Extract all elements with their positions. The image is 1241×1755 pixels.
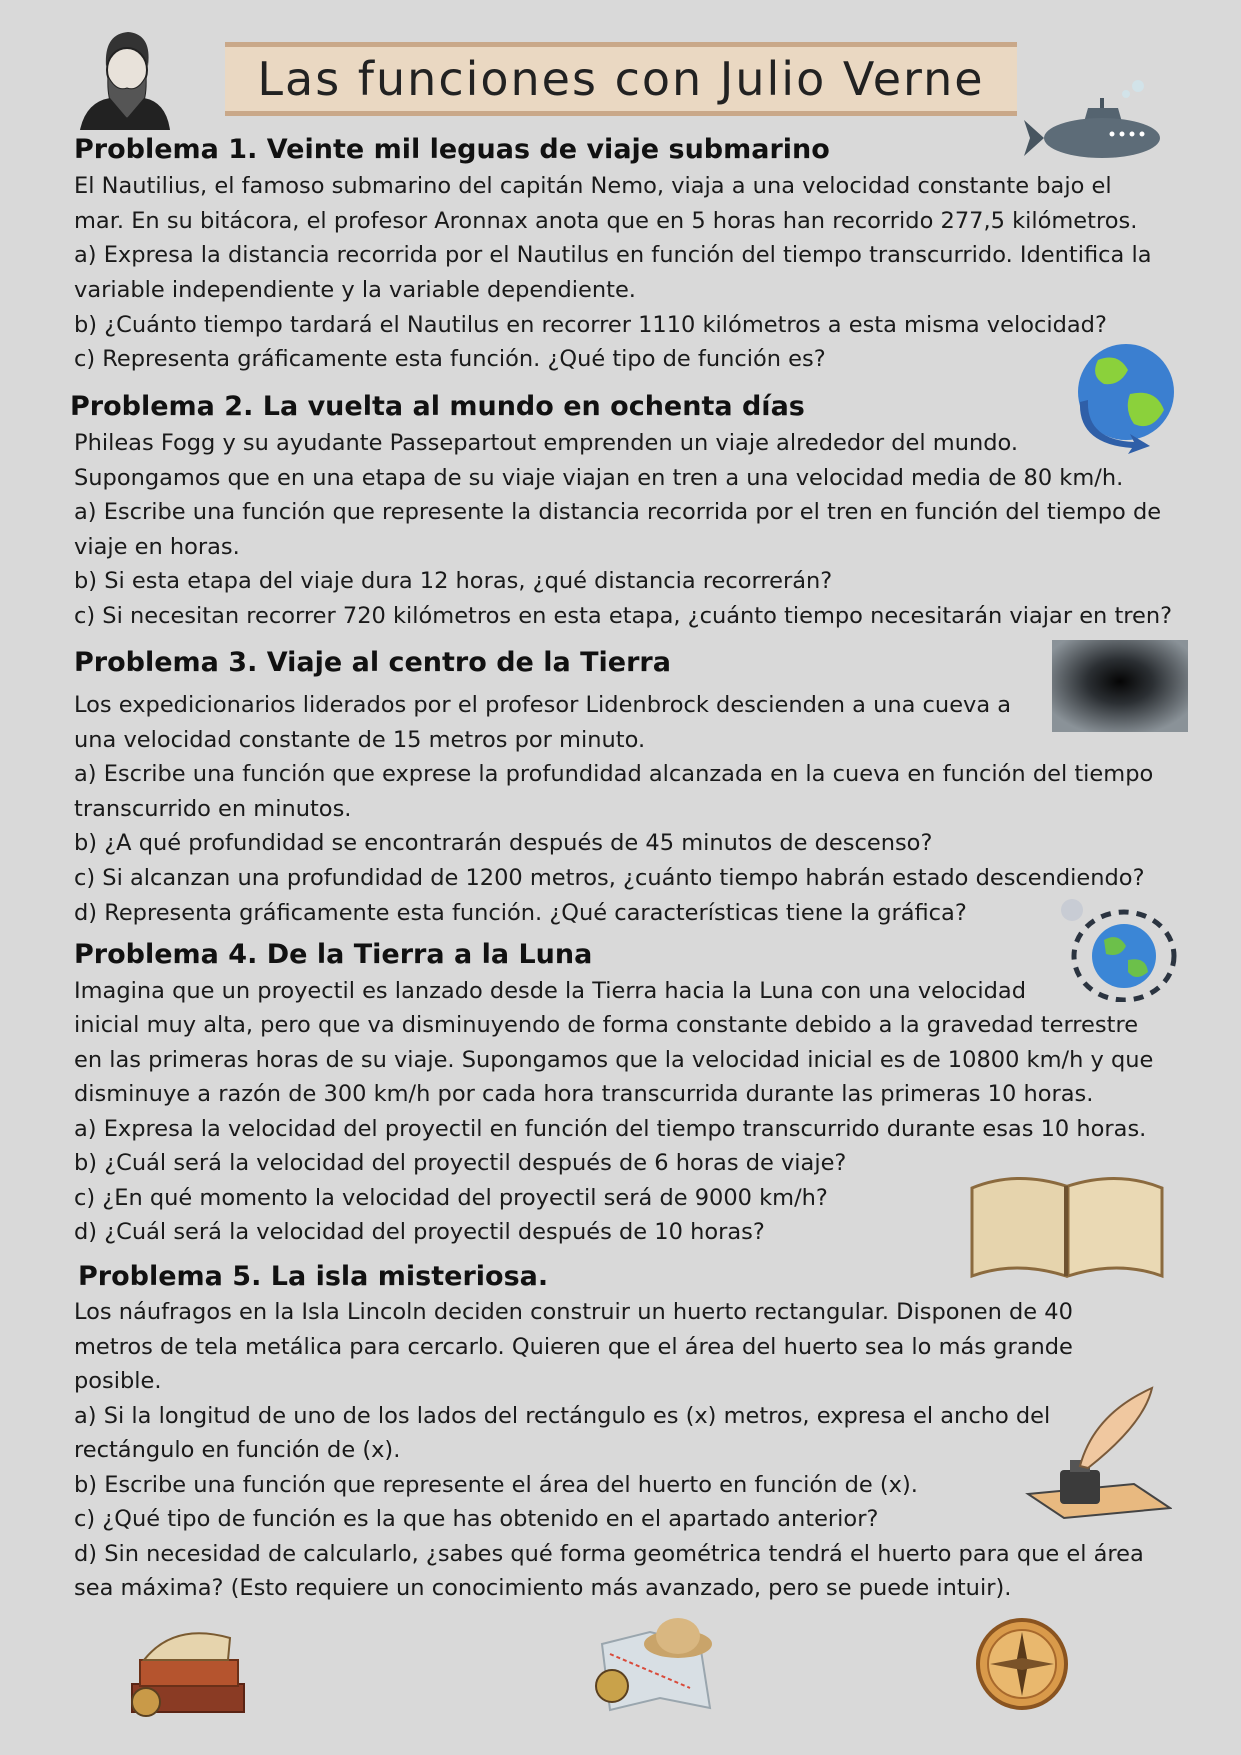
- globe-arrow-icon: [1068, 340, 1180, 456]
- problem-4-line: d) ¿Cuál será la velocidad del proyectil después de 10 horas?: [74, 1219, 765, 1245]
- page-title: Las funciones con Julio Verne: [257, 52, 985, 106]
- problem-3-line: transcurrido en minutos.: [74, 796, 352, 822]
- earth-orbit-icon: [1058, 896, 1180, 1002]
- problem-5-line: sea máxima? (Esto requiere un conocimiento más avanzado, pero se puede intuir).: [74, 1575, 1012, 1601]
- problem-5-line: a) Si la longitud de uno de los lados del rectángulo es (x) metros, expresa el ancho del: [74, 1403, 1051, 1429]
- problem-1-line: mar. En su bitácora, el profesor Aronnax anota que en 5 horas han recorrido 277,5 kilómetros.: [74, 208, 1138, 234]
- problem-5-line: rectángulo en función de (x).: [74, 1437, 401, 1463]
- problem-1-line: El Nautilius, el famoso submarino del capitán Nemo, viaja a una velocidad constante bajo el: [74, 173, 1112, 199]
- stacked-books-icon: [124, 1608, 254, 1718]
- problem-3-line: Los expedicionarios liderados por el profesor Lidenbrock descienden a una cueva a: [74, 692, 1012, 718]
- problem-2-line: a) Escribe una función que represente la distancia recorrida por el tren en función del tiempo de: [74, 499, 1162, 525]
- problem-1-line: b) ¿Cuánto tiempo tardará el Nautilus en recorrer 1110 kilómetros a esta misma velocidad?: [74, 312, 1107, 338]
- open-book-image: [966, 1160, 1168, 1280]
- compass-icon: [974, 1616, 1070, 1712]
- problem-5-line: Los náufragos en la Isla Lincoln deciden construir un huerto rectangular. Disponen de 40: [74, 1299, 1073, 1325]
- problem-5-line: metros de tela metálica para cercarlo. Quieren que el área del huerto sea lo más grande: [74, 1334, 1073, 1360]
- map-hat-compass-icon: [590, 1614, 720, 1714]
- problem-3-line: a) Escribe una función que exprese la profundidad alcanzada en la cueva en función del tiempo: [74, 761, 1154, 787]
- cave-image: [1052, 640, 1188, 732]
- problem-4-line: inicial muy alta, pero que va disminuyendo de forma constante debido a la gravedad terrestre: [74, 1012, 1139, 1038]
- problem-2-line: c) Si necesitan recorrer 720 kilómetros en esta etapa, ¿cuánto tiempo necesitarán viajar en tren?: [74, 603, 1173, 629]
- problem-5-title: Problema 5. La isla misteriosa.: [78, 1261, 549, 1292]
- problem-1-line: c) Representa gráficamente esta función. ¿Qué tipo de función es?: [74, 346, 826, 372]
- problem-5-line: posible.: [74, 1368, 162, 1394]
- problem-3-line: c) Si alcanzan una profundidad de 1200 metros, ¿cuánto tiempo habrán estado descendiendo?: [74, 865, 1145, 891]
- problem-5-line: d) Sin necesidad de calcularlo, ¿sabes qué forma geométrica tendrá el huerto para que el área: [74, 1541, 1144, 1567]
- problem-2-line: b) Si esta etapa del viaje dura 12 horas, ¿qué distancia recorrerán?: [74, 568, 833, 594]
- title-banner: [225, 42, 1017, 116]
- problem-4-line: c) ¿En qué momento la velocidad del proyectil será de 9000 km/h?: [74, 1185, 828, 1211]
- problem-2-title: Problema 2. La vuelta al mundo en ochenta días: [70, 391, 805, 422]
- problem-5-line: c) ¿Qué tipo de función es la que has obtenido en el apartado anterior?: [74, 1506, 879, 1532]
- problem-4-title: Problema 4. De la Tierra a la Luna: [74, 939, 593, 970]
- submarine-icon: [1022, 76, 1172, 176]
- problem-1-title: Problema 1. Veinte mil leguas de viaje submarino: [74, 134, 830, 165]
- problem-4-line: en las primeras horas de su viaje. Supongamos que la velocidad inicial es de 10800 km/h y que: [74, 1047, 1154, 1073]
- problem-4-line: b) ¿Cuál será la velocidad del proyectil después de 6 horas de viaje?: [74, 1150, 847, 1176]
- problem-2-line: Supongamos que en una etapa de su viaje viajan en tren a una velocidad media de 80 km/h.: [74, 465, 1124, 491]
- problem-1-line: a) Expresa la distancia recorrida por el Nautilus en función del tiempo transcurrido. Identifica la: [74, 242, 1152, 268]
- problem-4-line: disminuye a razón de 300 km/h por cada hora transcurrida durante las primeras 10 horas.: [74, 1081, 1094, 1107]
- problem-3-line: una velocidad constante de 15 metros por minuto.: [74, 727, 646, 753]
- problem-1-line: variable independiente y la variable dependiente.: [74, 277, 636, 303]
- problem-3-title: Problema 3. Viaje al centro de la Tierra: [74, 647, 671, 678]
- problem-4-line: a) Expresa la velocidad del proyectil en función del tiempo transcurrido durante esas 10 horas.: [74, 1116, 1147, 1142]
- problem-3-line: d) Representa gráficamente esta función. ¿Qué características tiene la gráfica?: [74, 900, 967, 926]
- problem-3-line: b) ¿A qué profundidad se encontrarán después de 45 minutos de descenso?: [74, 830, 933, 856]
- jules-verne-portrait-icon: [76, 26, 172, 130]
- problem-2-line: Phileas Fogg y su ayudante Passepartout emprenden un viaje alrededor del mundo.: [74, 430, 1019, 456]
- problem-5-line: b) Escribe una función que represente el área del huerto en función de (x).: [74, 1472, 918, 1498]
- problem-4-line: Imagina que un proyectil es lanzado desde la Tierra hacia la Luna con una velocidad: [74, 978, 1026, 1004]
- problem-2-line: viaje en horas.: [74, 534, 240, 560]
